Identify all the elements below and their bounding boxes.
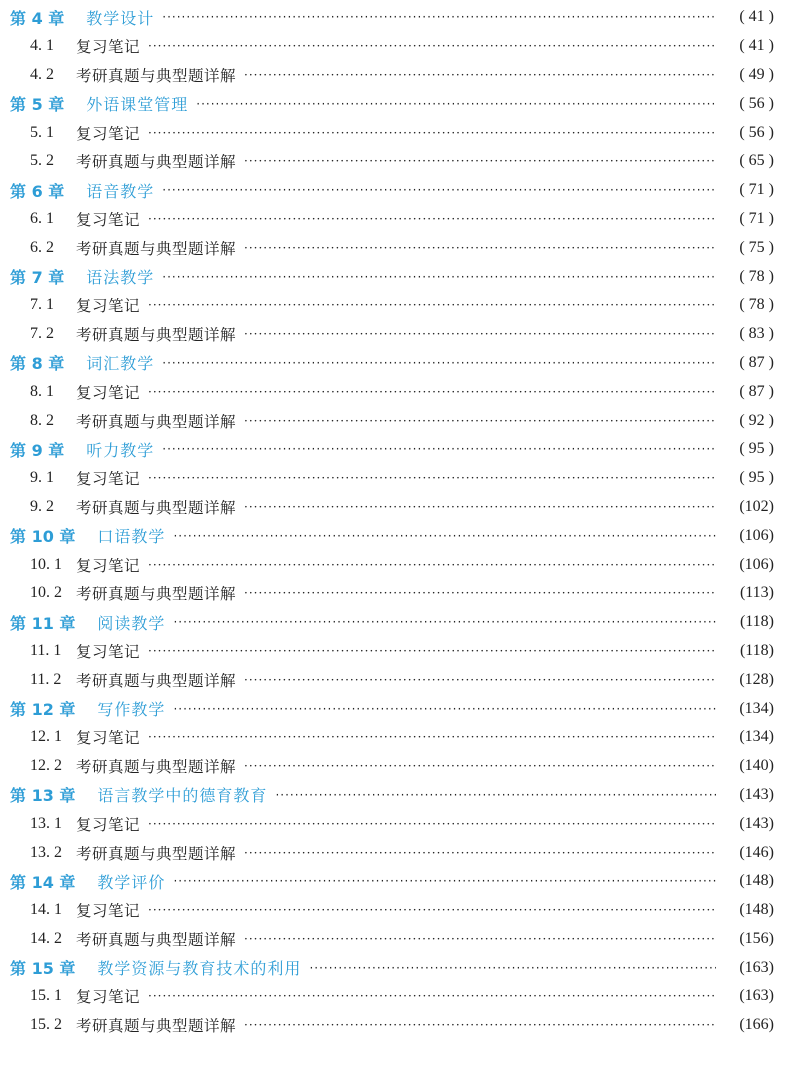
page-number: (140) [739,757,774,775]
chapter-title: 词汇教学 [86,354,155,374]
chapter-number: 第 13 章 [10,786,76,806]
toc-section-row[interactable] [0,550,790,579]
dot-leader [173,703,716,715]
chapter-number: 第 14 章 [10,872,76,892]
chapter-title: 外语课堂管理 [86,95,189,115]
dot-leader [162,357,716,369]
page-number: ( 87 ) [739,382,774,400]
dot-leader [244,587,716,599]
dot-leader [244,847,716,859]
dot-leader [162,11,716,23]
chapter-number: 第 15 章 [10,959,76,979]
toc-section-row[interactable] [0,32,790,61]
toc-chapter-row[interactable] [0,89,790,118]
dot-leader [244,1019,716,1031]
dot-leader [173,616,716,628]
page-number: (148) [739,872,774,890]
page-number: ( 41 ) [739,8,774,26]
dot-leader [148,731,716,743]
section-number: 5. 1 [30,123,54,141]
section-title: 复习笔记 [76,556,141,575]
page-number: ( 75 ) [739,238,774,256]
section-title: 复习笔记 [76,902,141,921]
toc-section-row[interactable] [0,982,790,1011]
section-number: 8. 2 [30,411,54,429]
section-number: 7. 2 [30,325,54,343]
toc-chapter-row[interactable] [0,176,790,205]
toc-section-row[interactable] [0,233,790,262]
dot-leader [244,674,716,686]
page-number: (118) [739,613,774,631]
toc-section-row[interactable] [0,61,790,90]
page-number: ( 41 ) [739,37,774,55]
section-number: 8. 1 [30,382,54,400]
section-number: 4. 2 [30,65,54,83]
toc-section-row[interactable] [0,723,790,752]
section-title: 复习笔记 [76,815,141,834]
toc-section-row[interactable] [0,118,790,147]
dot-leader [244,69,716,81]
toc-chapter-row[interactable] [0,867,790,896]
section-title: 复习笔记 [76,210,141,229]
section-number: 5. 2 [30,152,54,170]
page-number: (118) [739,641,774,659]
toc-section-row[interactable] [0,406,790,435]
page-number: (163) [739,987,774,1005]
chapter-number: 第 7 章 [10,268,65,288]
toc-section-row[interactable] [0,1011,790,1040]
dot-leader [148,904,716,916]
dot-leader [244,328,716,340]
dot-leader [309,962,716,974]
section-title: 考研真题与典型题详解 [76,585,237,604]
section-number: 15. 1 [30,987,62,1005]
section-number: 9. 2 [30,497,54,515]
section-title: 复习笔记 [76,988,141,1007]
page-number: ( 56 ) [739,123,774,141]
section-number: 12. 2 [30,757,62,775]
chapter-number: 第 12 章 [10,700,76,720]
dot-leader [148,645,716,657]
dot-leader [162,184,716,196]
section-number: 6. 2 [30,238,54,256]
toc-chapter-row[interactable] [0,608,790,637]
section-title: 考研真题与典型题详解 [76,153,237,172]
page-number: ( 71 ) [739,181,774,199]
section-title: 复习笔记 [76,470,141,489]
page-number: ( 65 ) [739,152,774,170]
section-number: 6. 1 [30,209,54,227]
chapter-title: 语法教学 [86,268,155,288]
chapter-title: 听力教学 [86,440,155,460]
section-title: 考研真题与典型题详解 [76,412,237,431]
section-title: 复习笔记 [76,297,141,316]
page-number: (128) [739,670,774,688]
dot-leader [148,40,716,52]
dot-leader [162,443,716,455]
section-title: 考研真题与典型题详解 [76,844,237,863]
page-number: ( 49 ) [739,65,774,83]
chapter-title: 教学资源与教育技术的利用 [97,959,302,979]
toc-chapter-row[interactable] [0,349,790,378]
chapter-title: 语言教学中的德育教育 [97,786,268,806]
toc-chapter-row[interactable] [0,953,790,982]
toc-chapter-row[interactable] [0,3,790,32]
page-number: ( 83 ) [739,325,774,343]
chapter-number: 第 10 章 [10,527,76,547]
section-title: 考研真题与典型题详解 [76,930,237,949]
dot-leader [148,127,716,139]
page-number: (156) [739,929,774,947]
section-title: 考研真题与典型题详解 [76,758,237,777]
toc-section-row[interactable] [0,925,790,954]
page-number: (143) [739,814,774,832]
page-number: ( 78 ) [739,267,774,285]
dot-leader [173,530,716,542]
dot-leader [148,472,716,484]
section-title: 考研真题与典型题详解 [76,326,237,345]
page-number: ( 95 ) [739,440,774,458]
toc-section-row[interactable] [0,320,790,349]
page-number: ( 87 ) [739,353,774,371]
section-title: 复习笔记 [76,124,141,143]
section-title: 考研真题与典型题详解 [76,239,237,258]
section-number: 13. 1 [30,814,62,832]
chapter-number: 第 4 章 [10,8,65,28]
section-number: 14. 2 [30,929,62,947]
page-number: (134) [739,728,774,746]
page-number: ( 92 ) [739,411,774,429]
chapter-title: 写作教学 [97,700,166,720]
section-title: 复习笔记 [76,38,141,57]
toc-section-row[interactable] [0,637,790,666]
dot-leader [244,415,716,427]
toc-section-row[interactable] [0,291,790,320]
chapter-number: 第 5 章 [10,95,65,115]
table-of-contents [0,3,790,1040]
dot-leader [244,501,716,513]
page-number: (113) [739,584,774,602]
chapter-title: 语音教学 [86,181,155,201]
dot-leader [173,875,716,887]
toc-chapter-row[interactable] [0,262,790,291]
section-title: 考研真题与典型题详解 [76,498,237,517]
chapter-title: 口语教学 [97,527,166,547]
section-number: 10. 1 [30,555,62,573]
page-number: ( 78 ) [739,296,774,314]
toc-section-row[interactable] [0,464,790,493]
dot-leader [244,242,716,254]
toc-section-row[interactable] [0,147,790,176]
page-number: (102) [739,497,774,515]
page-number: (146) [739,843,774,861]
toc-section-row[interactable] [0,752,790,781]
toc-chapter-row[interactable] [0,521,790,550]
section-number: 9. 1 [30,469,54,487]
page-number: (166) [739,1016,774,1034]
page-number: ( 71 ) [739,209,774,227]
section-number: 4. 1 [30,37,54,55]
toc-section-row[interactable] [0,493,790,522]
dot-leader [244,760,716,772]
section-title: 复习笔记 [76,642,141,661]
section-title: 复习笔记 [76,729,141,748]
dot-leader [275,789,716,801]
page-number: (106) [739,526,774,544]
dot-leader [162,271,716,283]
toc-section-row[interactable] [0,896,790,925]
toc-section-row[interactable] [0,205,790,234]
dot-leader [244,155,716,167]
dot-leader [196,98,716,110]
dot-leader [244,933,716,945]
page-number: ( 56 ) [739,94,774,112]
dot-leader [148,386,716,398]
page-number: (134) [739,699,774,717]
chapter-title: 阅读教学 [97,613,166,633]
page-number: (148) [739,901,774,919]
section-title: 考研真题与典型题详解 [76,1017,237,1036]
toc-chapter-row[interactable] [0,781,790,810]
section-number: 12. 1 [30,728,62,746]
chapter-number: 第 11 章 [10,613,76,633]
dot-leader [148,990,716,1002]
toc-section-row[interactable] [0,665,790,694]
page-number: (163) [739,958,774,976]
page-number: (143) [739,785,774,803]
section-number: 7. 1 [30,296,54,314]
toc-chapter-row[interactable] [0,435,790,464]
section-number: 14. 1 [30,901,62,919]
toc-section-row[interactable] [0,377,790,406]
section-number: 13. 2 [30,843,62,861]
chapter-title: 教学评价 [97,872,166,892]
toc-section-row[interactable] [0,579,790,608]
section-number: 10. 2 [30,584,62,602]
chapter-number: 第 6 章 [10,181,65,201]
dot-leader [148,299,716,311]
page-number: (106) [739,555,774,573]
page-number: ( 95 ) [739,469,774,487]
chapter-title: 教学设计 [86,8,155,28]
section-number: 11. 2 [30,670,62,688]
chapter-number: 第 9 章 [10,440,65,460]
section-title: 复习笔记 [76,383,141,402]
section-title: 考研真题与典型题详解 [76,66,237,85]
dot-leader [148,213,716,225]
section-number: 11. 1 [30,641,62,659]
section-number: 15. 2 [30,1016,62,1034]
section-title: 考研真题与典型题详解 [76,671,237,690]
dot-leader [148,818,716,830]
toc-chapter-row[interactable] [0,694,790,723]
chapter-number: 第 8 章 [10,354,65,374]
toc-section-row[interactable] [0,838,790,867]
dot-leader [148,559,716,571]
toc-section-row[interactable] [0,809,790,838]
